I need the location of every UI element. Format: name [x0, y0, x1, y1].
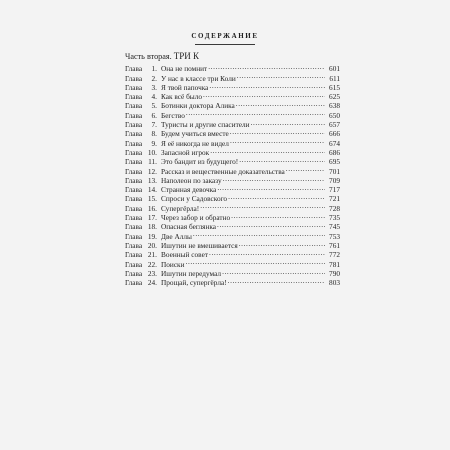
chapter-label	[125, 204, 161, 213]
chapter-number: 23.	[147, 268, 157, 278]
chapter-word: Глава	[125, 92, 143, 102]
toc-entry	[125, 229, 340, 241]
chapter-page-number: 674	[329, 138, 340, 148]
title-underline	[195, 44, 255, 45]
dot-leader	[186, 257, 325, 266]
dot-leader	[209, 248, 325, 257]
chapter-title: Ишутин не вмешивается	[161, 240, 238, 250]
chapter-page-number: 695	[329, 157, 340, 167]
toc-entry	[125, 239, 340, 248]
dot-leader	[230, 127, 325, 136]
chapter-word: Глава	[125, 138, 143, 148]
chapter-title: Как всё было	[161, 92, 202, 102]
toc-entry	[125, 267, 340, 276]
chapter-number: 4.	[151, 92, 157, 102]
dot-leader	[186, 108, 325, 117]
chapter-label	[125, 139, 161, 148]
chapter-word: Глава	[125, 185, 143, 195]
chapter-title: Бегство	[161, 110, 185, 120]
part-label: Часть вторая.	[125, 52, 172, 61]
chapter-label	[125, 213, 161, 222]
chapter-label	[125, 250, 161, 259]
chapter-title: Опасная беглянка	[161, 222, 217, 232]
chapter-title: Супергёрла!	[161, 203, 200, 213]
chapter-title: Через забор и обратно	[161, 213, 231, 223]
chapter-label	[125, 101, 161, 110]
chapter-number: 13.	[147, 175, 157, 185]
chapter-number: 20.	[147, 240, 157, 250]
toc-entry	[125, 183, 340, 195]
chapter-word: Глава	[125, 259, 143, 269]
toc-entry	[125, 192, 340, 204]
chapter-page-number: 735	[329, 213, 340, 223]
chapter-page-number: 638	[329, 101, 340, 111]
dot-leader	[251, 118, 325, 127]
chapter-word: Глава	[125, 73, 143, 83]
part-heading	[125, 51, 199, 61]
toc-entry	[125, 257, 340, 269]
chapter-page-number: 803	[329, 278, 340, 288]
chapter-word: Глава	[125, 278, 143, 288]
chapter-page-number: 701	[329, 166, 340, 176]
chapter-word: Глава	[125, 157, 143, 167]
chapter-label	[125, 278, 161, 287]
chapter-page-number: 650	[329, 110, 340, 120]
chapter-label	[125, 176, 161, 185]
toc-entry	[125, 220, 340, 232]
chapter-label	[125, 148, 161, 157]
chapter-title: У нас в классе три Коли	[161, 73, 236, 83]
toc-entry	[125, 155, 340, 167]
chapter-word: Глава	[125, 82, 143, 92]
chapter-title: Она не помнит	[161, 64, 208, 74]
chapter-word: Глава	[125, 203, 143, 213]
chapter-title: Странная девочка	[161, 185, 217, 195]
chapter-number: 3.	[151, 82, 157, 92]
chapter-label	[125, 64, 161, 73]
toc-entry	[125, 276, 340, 288]
dot-leader	[231, 211, 325, 220]
chapter-number: 24.	[147, 278, 157, 288]
chapter-page-number: 686	[329, 147, 340, 157]
chapter-title: Ботинки доктора Алика	[161, 101, 235, 111]
toc-entry	[125, 211, 340, 223]
chapter-word: Глава	[125, 129, 143, 139]
chapter-word: Глава	[125, 120, 143, 130]
chapter-number: 9.	[151, 138, 157, 148]
chapter-label	[125, 157, 161, 166]
dot-leader	[239, 239, 325, 248]
chapter-number: 21.	[147, 250, 157, 260]
toc-entry	[125, 108, 340, 120]
dot-leader	[230, 136, 325, 145]
dot-leader	[210, 146, 325, 155]
chapter-page-number: 625	[329, 92, 340, 102]
chapter-number: 22.	[147, 259, 157, 269]
chapter-word: Глава	[125, 231, 143, 241]
toc-entry	[125, 201, 340, 213]
chapter-word: Глава	[125, 250, 143, 260]
chapter-label	[125, 167, 161, 176]
chapter-title: Будем учиться вместе	[161, 129, 229, 139]
chapter-word: Глава	[125, 166, 143, 176]
dot-leader	[203, 90, 325, 99]
chapter-label	[125, 185, 161, 194]
chapter-label	[125, 83, 161, 92]
chapter-label	[125, 74, 161, 83]
chapter-word: Глава	[125, 101, 143, 111]
toc-entry	[125, 71, 340, 83]
toc-entry	[125, 174, 340, 183]
dot-leader	[200, 201, 325, 210]
chapter-word: Глава	[125, 175, 143, 185]
toc-entry	[125, 118, 340, 130]
chapter-title: Запасной игрок	[161, 147, 210, 157]
table-of-contents	[125, 62, 340, 288]
chapter-label	[125, 120, 161, 129]
chapter-number: 11.	[148, 157, 157, 167]
toc-entry	[125, 248, 340, 260]
toc-entry	[125, 146, 340, 155]
toc-entry	[125, 90, 340, 102]
chapter-number: 17.	[147, 213, 157, 223]
part-title: ТРИ К	[173, 51, 200, 61]
chapter-title: Спроси у Садовского	[161, 194, 228, 204]
chapter-label	[125, 260, 161, 269]
chapter-page-number: 709	[329, 175, 340, 185]
chapter-title: Прощай, супергёрла!	[161, 278, 227, 288]
dot-leader	[209, 81, 325, 90]
chapter-word: Глава	[125, 194, 143, 204]
chapter-page-number: 611	[329, 73, 340, 83]
dot-leader	[217, 220, 325, 229]
chapter-number: 12.	[147, 166, 157, 176]
dot-leader	[208, 62, 325, 71]
dot-leader	[286, 164, 325, 173]
chapter-word: Глава	[125, 268, 143, 278]
chapter-title: Две Аллы	[161, 231, 192, 241]
chapter-title: Ишутин передумал	[161, 268, 222, 278]
chapter-number: 7.	[151, 120, 157, 130]
chapter-page-number: 666	[329, 129, 340, 139]
chapter-page-number: 753	[329, 231, 340, 241]
chapter-page-number: 772	[329, 250, 340, 260]
chapter-label	[125, 269, 161, 278]
chapter-page-number: 745	[329, 222, 340, 232]
chapter-page-number: 761	[329, 240, 340, 250]
chapter-label	[125, 222, 161, 231]
dot-leader	[223, 174, 325, 183]
dot-leader	[228, 192, 325, 201]
toc-entry	[125, 62, 340, 74]
page-title: СОДЕРЖАНИЕ	[191, 32, 259, 40]
chapter-word: Глава	[125, 240, 143, 250]
chapter-label	[125, 111, 161, 120]
chapter-word: Глава	[125, 110, 143, 120]
chapter-number: 16.	[147, 203, 157, 213]
dot-leader	[228, 276, 325, 285]
chapter-number: 1.	[151, 64, 157, 74]
chapter-page-number: 657	[329, 120, 340, 130]
chapter-title: Это бандит из будущего!	[161, 157, 239, 167]
chapter-number: 14.	[147, 185, 157, 195]
chapter-label	[125, 92, 161, 101]
toc-entry	[125, 127, 340, 139]
dot-leader	[193, 229, 325, 238]
chapter-word: Глава	[125, 222, 143, 232]
chapter-label	[125, 194, 161, 203]
chapter-word: Глава	[125, 147, 143, 157]
toc-entry	[125, 99, 340, 111]
chapter-number: 6.	[151, 110, 157, 120]
chapter-label	[125, 241, 161, 250]
chapter-page-number: 781	[329, 259, 340, 269]
chapter-number: 19.	[147, 231, 157, 241]
chapter-title: Поиски	[161, 259, 185, 269]
chapter-page-number: 717	[329, 185, 340, 195]
chapter-page-number: 790	[329, 268, 340, 278]
toc-entry	[125, 136, 340, 148]
toc-entry	[125, 81, 340, 90]
chapter-title: Рассказ и вещественные доказательства	[161, 166, 285, 176]
chapter-page-number: 728	[329, 203, 340, 213]
chapter-page-number: 615	[329, 82, 340, 92]
dot-leader	[239, 155, 325, 164]
chapter-title: Я твой папочка	[161, 82, 209, 92]
dot-leader	[237, 71, 325, 80]
chapter-number: 15.	[147, 194, 157, 204]
toc-entry	[125, 164, 340, 176]
dot-leader	[222, 267, 325, 276]
chapter-page-number: 601	[329, 64, 340, 74]
chapter-number: 5.	[151, 101, 157, 111]
chapter-title: Я её никогда не видел	[161, 138, 229, 148]
dot-leader	[236, 99, 325, 108]
chapter-number: 10.	[147, 147, 157, 157]
chapter-label	[125, 232, 161, 241]
chapter-word: Глава	[125, 64, 143, 74]
chapter-label	[125, 129, 161, 138]
chapter-word: Глава	[125, 213, 143, 223]
chapter-title: Туристы и другие спасители	[161, 120, 250, 130]
chapter-page-number: 721	[329, 194, 340, 204]
chapter-number: 18.	[147, 222, 157, 232]
chapter-title: Военный совет	[161, 250, 209, 260]
dot-leader	[217, 183, 325, 192]
chapter-number: 2.	[151, 73, 157, 83]
chapter-number: 8.	[151, 129, 157, 139]
chapter-title: Наполеон по заказу	[161, 175, 222, 185]
